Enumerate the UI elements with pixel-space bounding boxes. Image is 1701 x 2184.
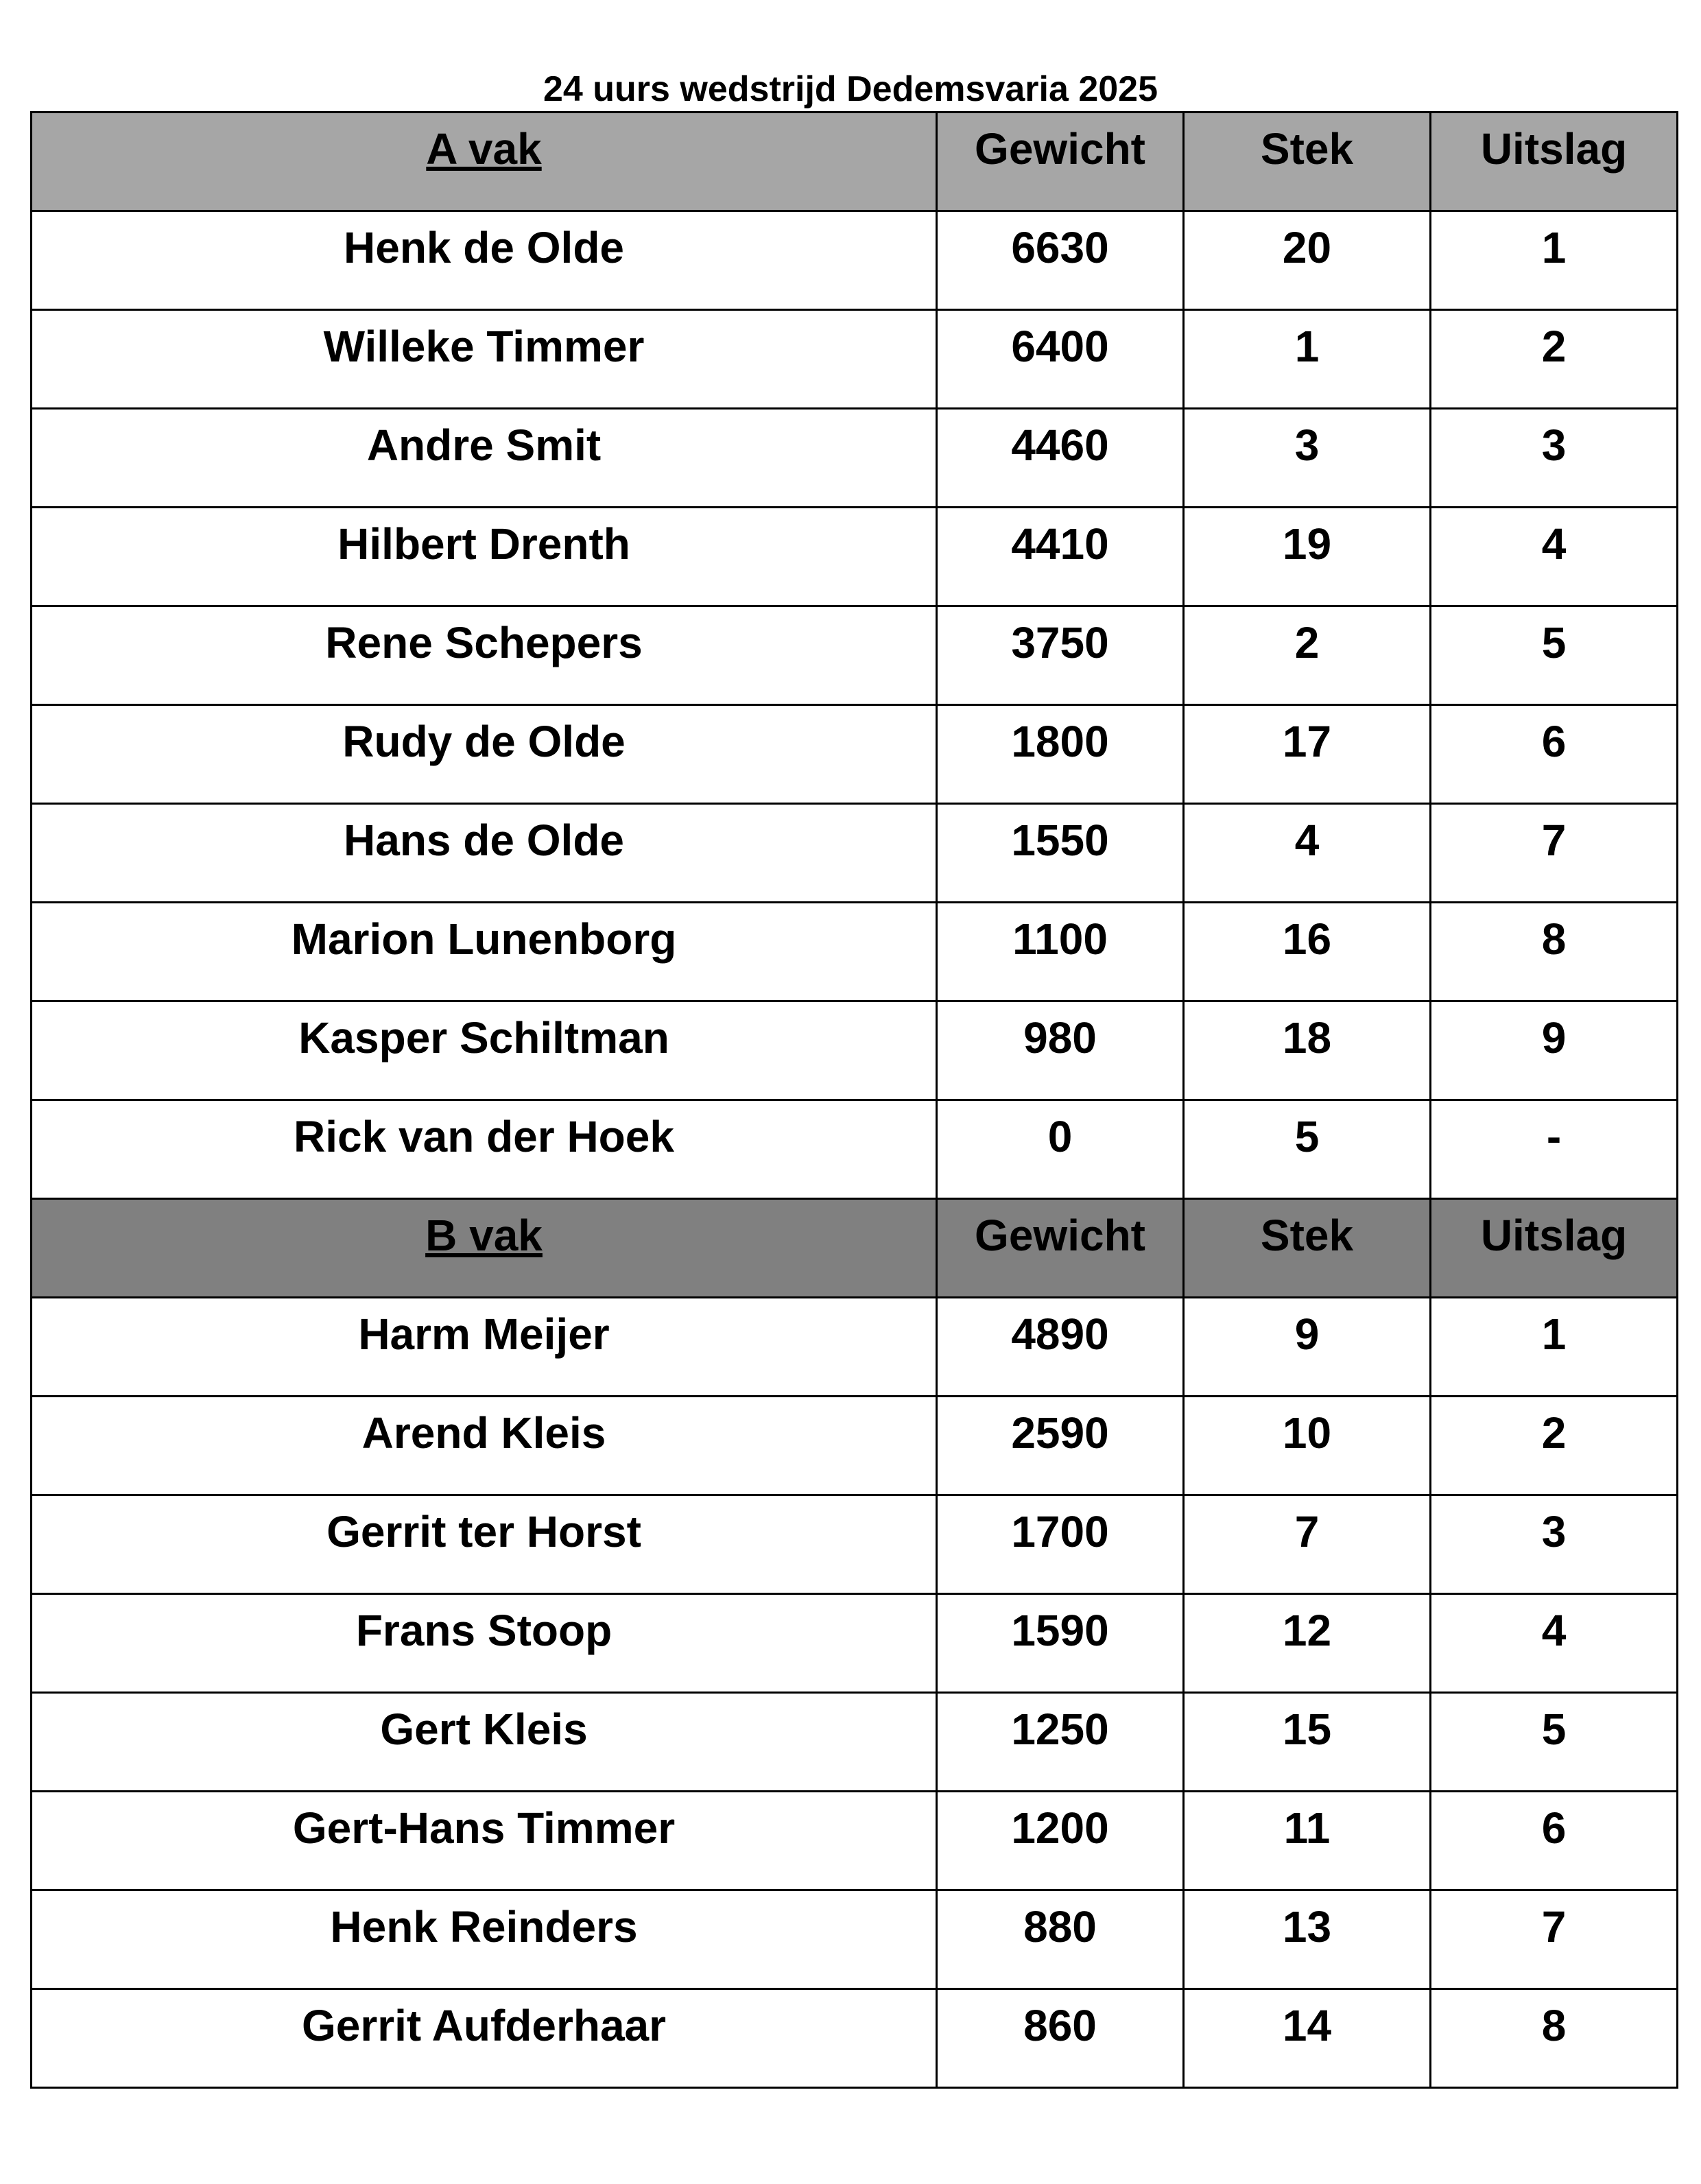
page-title: 24 uurs wedstrijd Dedemsvaria 2025: [543, 69, 1158, 109]
participant-result: 2: [1431, 1397, 1678, 1495]
participant-stek: 12: [1184, 1594, 1431, 1693]
participant-name: Gerrit ter Horst: [32, 1495, 937, 1594]
participant-stek: 7: [1184, 1495, 1431, 1594]
participant-stek: 14: [1184, 1989, 1431, 2088]
participant-weight: 0: [937, 1100, 1184, 1199]
participant-weight: 2590: [937, 1397, 1184, 1495]
table-row: [32, 409, 1678, 508]
table-row: [32, 1792, 1678, 1890]
participant-weight: 980: [937, 1001, 1184, 1100]
participant-result: 4: [1431, 508, 1678, 606]
section-b-label: B vak: [32, 1199, 937, 1298]
participant-stek: 10: [1184, 1397, 1431, 1495]
table-row: [32, 1989, 1678, 2088]
participant-result: 5: [1431, 606, 1678, 705]
column-header-result: Uitslag: [1431, 112, 1678, 211]
participant-stek: 1: [1184, 310, 1431, 409]
participant-stek: 18: [1184, 1001, 1431, 1100]
table-row: [32, 1594, 1678, 1693]
participant-name: Rick van der Hoek: [32, 1100, 937, 1199]
participant-name: Gert Kleis: [32, 1693, 937, 1792]
table-row: [32, 310, 1678, 409]
participant-weight: 6630: [937, 211, 1184, 310]
participant-result: 1: [1431, 1298, 1678, 1397]
participant-weight: 4460: [937, 409, 1184, 508]
participant-stek: 4: [1184, 804, 1431, 903]
table-row: [32, 804, 1678, 903]
participant-stek: 16: [1184, 903, 1431, 1001]
participant-stek: 2: [1184, 606, 1431, 705]
table-row: [32, 211, 1678, 310]
participant-result: 3: [1431, 409, 1678, 508]
participant-result: 4: [1431, 1594, 1678, 1693]
participant-stek: 17: [1184, 705, 1431, 804]
participant-result: 1: [1431, 211, 1678, 310]
participant-name: Rene Schepers: [32, 606, 937, 705]
participant-name: Hilbert Drenth: [32, 508, 937, 606]
column-header-stek: Stek: [1184, 1199, 1431, 1298]
participant-result: 9: [1431, 1001, 1678, 1100]
participant-weight: 6400: [937, 310, 1184, 409]
participant-stek: 15: [1184, 1693, 1431, 1792]
participant-result: 3: [1431, 1495, 1678, 1594]
participant-name: Hans de Olde: [32, 804, 937, 903]
participant-stek: 13: [1184, 1890, 1431, 1989]
table-row: [32, 508, 1678, 606]
table-row: [32, 1890, 1678, 1989]
participant-name: Rudy de Olde: [32, 705, 937, 804]
participant-name: Gerrit Aufderhaar: [32, 1989, 937, 2088]
participant-stek: 11: [1184, 1792, 1431, 1890]
participant-name: Kasper Schiltman: [32, 1001, 937, 1100]
participant-weight: 1800: [937, 705, 1184, 804]
participant-stek: 20: [1184, 211, 1431, 310]
column-header-stek: Stek: [1184, 112, 1431, 211]
table-row: [32, 1298, 1678, 1397]
participant-result: -: [1431, 1100, 1678, 1199]
section-a-label: A vak: [32, 112, 937, 211]
participant-weight: 1100: [937, 903, 1184, 1001]
participant-result: 7: [1431, 804, 1678, 903]
participant-weight: 1590: [937, 1594, 1184, 1693]
participant-name: Henk Reinders: [32, 1890, 937, 1989]
table-row: [32, 1397, 1678, 1495]
participant-name: Arend Kleis: [32, 1397, 937, 1495]
participant-stek: 3: [1184, 409, 1431, 508]
participant-stek: 5: [1184, 1100, 1431, 1199]
participant-name: Frans Stoop: [32, 1594, 937, 1693]
participant-result: 2: [1431, 310, 1678, 409]
participant-weight: 1200: [937, 1792, 1184, 1890]
participant-name: Gert-Hans Timmer: [32, 1792, 937, 1890]
table-row: [32, 1100, 1678, 1199]
participant-weight: 1550: [937, 804, 1184, 903]
table-row: [32, 705, 1678, 804]
table-row: [32, 1693, 1678, 1792]
participant-weight: 3750: [937, 606, 1184, 705]
participant-stek: 9: [1184, 1298, 1431, 1397]
participant-result: 6: [1431, 705, 1678, 804]
section-b-header-row: [32, 1199, 1678, 1298]
participant-weight: 880: [937, 1890, 1184, 1989]
participant-result: 8: [1431, 1989, 1678, 2088]
participant-name: Harm Meijer: [32, 1298, 937, 1397]
column-header-weight: Gewicht: [937, 1199, 1184, 1298]
participant-weight: 1700: [937, 1495, 1184, 1594]
column-header-result: Uitslag: [1431, 1199, 1678, 1298]
table-row: [32, 1495, 1678, 1594]
participant-weight: 4410: [937, 508, 1184, 606]
participant-name: Marion Lunenborg: [32, 903, 937, 1001]
participant-name: Willeke Timmer: [32, 310, 937, 409]
participant-name: Andre Smit: [32, 409, 937, 508]
participant-result: 7: [1431, 1890, 1678, 1989]
participant-result: 5: [1431, 1693, 1678, 1792]
participant-result: 8: [1431, 903, 1678, 1001]
participant-weight: 4890: [937, 1298, 1184, 1397]
table-row: [32, 606, 1678, 705]
column-header-weight: Gewicht: [937, 112, 1184, 211]
table-row: [32, 1001, 1678, 1100]
results-table: [30, 111, 1678, 2089]
table-row: [32, 903, 1678, 1001]
participant-stek: 19: [1184, 508, 1431, 606]
participant-name: Henk de Olde: [32, 211, 937, 310]
section-a-header-row: [32, 112, 1678, 211]
participant-weight: 860: [937, 1989, 1184, 2088]
participant-result: 6: [1431, 1792, 1678, 1890]
participant-weight: 1250: [937, 1693, 1184, 1792]
